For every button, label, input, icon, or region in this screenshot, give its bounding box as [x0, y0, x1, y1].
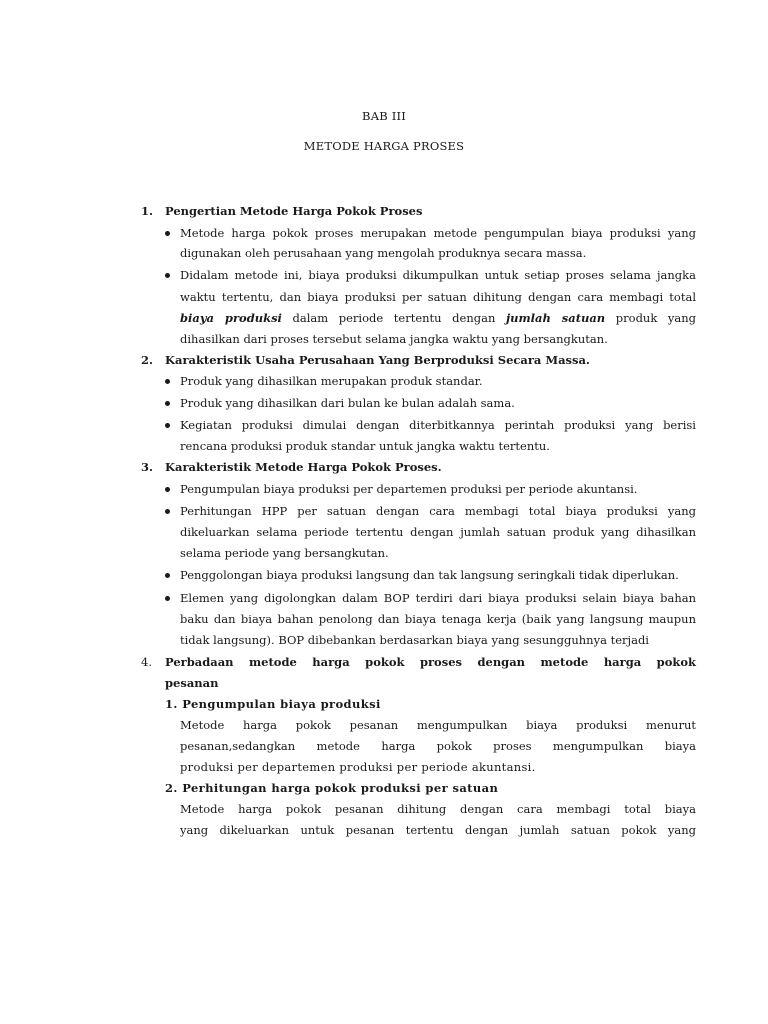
bullet-icon	[165, 401, 170, 406]
section-4-heading-line-2: pesanan	[165, 676, 219, 690]
s3-bullet-4-line-2: baku dan biaya bahan penolong dan biaya tenaga kerja (baik yang langsung maupun	[180, 612, 696, 626]
s4-sub1-line-3: produksi per departemen produksi per periode akuntansi.	[180, 760, 536, 774]
s2-bullet-3-line-1: Kegiatan produksi dimulai dengan diterbitkannya perintah produksi yang berisi	[180, 418, 696, 432]
bullet-icon	[165, 379, 170, 384]
s4-sub2-line-2: yang dikeluarkan untuk pesanan tertentu dengan jumlah satuan pokok yang	[180, 823, 696, 837]
s3-bullet-2-line-3: selama periode yang bersangkutan.	[180, 546, 389, 560]
s1-bullet-1-line-1: Metode harga pokok proses merupakan metode pengumpulan biaya produksi yang	[180, 226, 696, 240]
s1-bullet-1-line-2: digunakan oleh perusahaan yang mengolah produknya secara massa.	[180, 246, 587, 260]
section-4-heading-line-1: Perbadaan metode harga pokok proses dengan metode harga pokok	[165, 655, 696, 669]
s3-bullet-1: Pengumpulan biaya produksi per departemen produksi per periode akuntansi.	[180, 482, 638, 496]
s1-bullet-2-line-2: waktu tertentu, dan biaya produksi per satuan dihitung dengan cara membagi total	[180, 290, 696, 304]
bullet-icon	[165, 509, 170, 514]
chapter-title: METODE HARGA PROSES	[303, 139, 465, 153]
emphasis-biaya-produksi: biaya produksi	[180, 311, 282, 325]
section-1-number: 1.	[141, 204, 154, 218]
emphasis-jumlah-satuan: jumlah satuan	[505, 311, 606, 325]
s2-bullet-1: Produk yang dihasilkan merupakan produk standar.	[180, 374, 483, 388]
bullet-icon	[165, 273, 170, 278]
s3-bullet-4-line-1: Elemen yang digolongkan dalam BOP terdiri dari biaya produksi selain biaya bahan	[180, 591, 696, 605]
section-4-number: 4.	[141, 655, 152, 669]
s2-bullet-3-line-2: rencana produksi produk standar untuk jangka waktu tertentu.	[180, 439, 550, 453]
s4-sub1-line-2: pesanan,sedangkan metode harga pokok proses mengumpulkan biaya	[180, 739, 696, 753]
s4-sub2-line-1: Metode harga pokok pesanan dihitung dengan cara membagi total biaya	[180, 802, 696, 816]
s3-bullet-4-line-3: tidak langsung). BOP dibebankan berdasarkan biaya yang sesungguhnya terjadi	[180, 633, 649, 647]
s3-bullet-2-line-2: dikeluarkan selama periode tertentu dengan jumlah satuan produk yang dihasilkan	[180, 525, 696, 539]
bullet-icon	[165, 573, 170, 578]
s2-bullet-2: Produk yang dihasilkan dari bulan ke bulan adalah sama.	[180, 396, 515, 410]
s1-b2-l3-text: dalam periode tertentu dengan	[292, 311, 496, 325]
s1-bullet-2-line-1: Didalam metode ini, biaya produksi dikumpulkan untuk setiap proses selama jangka	[180, 268, 696, 282]
s1-bullet-2-line-4: dihasilkan dari proses tersebut selama jangka waktu yang bersangkutan.	[180, 332, 608, 346]
bullet-icon	[165, 423, 170, 428]
bullet-icon	[165, 487, 170, 492]
section-3-number: 3.	[141, 460, 154, 474]
chapter-number: BAB III	[362, 109, 406, 123]
section-2-number: 2.	[141, 353, 154, 367]
s1-bullet-2-line-3	[180, 310, 696, 326]
section-3-heading: Karakteristik Metode Harga Pokok Proses.	[165, 460, 442, 474]
bullet-icon	[165, 231, 170, 236]
s1-b2-l3-text-end: produk yang	[615, 311, 697, 325]
section-1-heading: Pengertian Metode Harga Pokok Proses	[165, 204, 423, 218]
s4-sub1-line-1: Metode harga pokok pesanan mengumpulkan biaya produksi menurut	[180, 718, 696, 732]
bullet-icon	[165, 596, 170, 601]
s3-bullet-3: Penggolongan biaya produksi langsung dan tak langsung seringkali tidak diperlukan.	[180, 568, 679, 582]
section-2-heading: Karakteristik Usaha Perusahaan Yang Berproduksi Secara Massa.	[165, 353, 590, 367]
s4-subheading-2: 2. Perhitungan harga pokok produksi per satuan	[165, 781, 499, 795]
s3-bullet-2-line-1: Perhitungan HPP per satuan dengan cara membagi total biaya produksi yang	[180, 504, 696, 518]
s4-subheading-1: 1. Pengumpulan biaya produksi	[165, 697, 381, 711]
